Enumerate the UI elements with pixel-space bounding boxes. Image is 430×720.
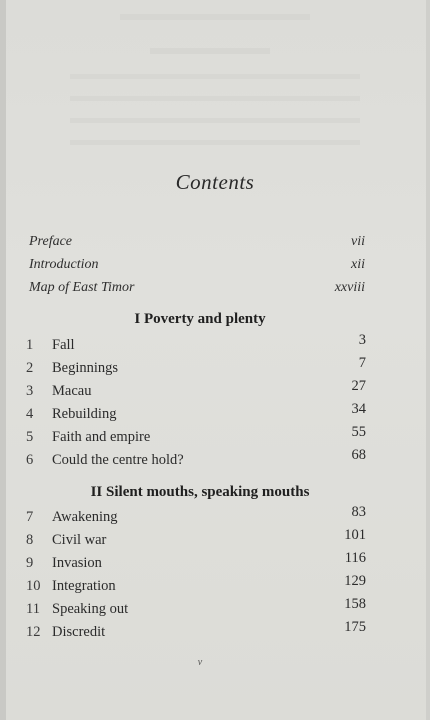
chapter-page: 83	[351, 504, 366, 520]
part-heading: II Silent mouths, speaking mouths	[90, 484, 310, 500]
chapter-page: 55	[351, 424, 366, 440]
chapter-title: Integration	[52, 578, 116, 594]
chapter-entry[interactable]	[26, 619, 366, 646]
chapter-number: 3	[26, 383, 34, 399]
chapter-entry[interactable]	[26, 355, 366, 382]
chapter-number: 12	[26, 624, 41, 640]
chapter-title: Could the centre hold?	[52, 452, 184, 468]
page-edge-left	[0, 0, 6, 720]
show-through-line	[70, 74, 360, 79]
show-through-line	[150, 48, 270, 54]
chapter-number: 8	[26, 532, 34, 548]
chapter-number: 11	[26, 601, 40, 617]
toc-entry-introduction[interactable]	[29, 257, 365, 279]
show-through-line	[120, 14, 310, 20]
chapter-title: Beginnings	[52, 360, 119, 376]
chapter-entry[interactable]	[26, 504, 366, 531]
chapter-page: 101	[344, 527, 366, 543]
chapter-title: Discredit	[52, 624, 106, 640]
chapter-entry[interactable]	[26, 550, 366, 577]
page-edge-right	[426, 0, 430, 720]
entry-title: Introduction	[29, 257, 99, 272]
part-heading: I Poverty and plenty	[134, 311, 266, 327]
page-number: v	[197, 657, 203, 668]
chapter-title: Speaking out	[52, 601, 129, 617]
chapter-entry[interactable]	[26, 378, 366, 405]
chapter-title: Rebuilding	[52, 406, 117, 422]
chapter-page: 129	[344, 573, 366, 589]
chapter-entry[interactable]	[26, 401, 366, 428]
chapter-title: Faith and empire	[52, 429, 151, 445]
entry-title: Map of East Timor	[29, 280, 135, 295]
chapter-entry[interactable]	[26, 596, 366, 623]
chapter-page: 158	[344, 596, 366, 612]
entry-page: vii	[351, 234, 365, 249]
chapter-number: 6	[26, 452, 34, 468]
chapter-entry[interactable]	[26, 447, 366, 474]
page-title: Contents	[175, 170, 255, 194]
chapter-page: 34	[351, 401, 366, 417]
chapter-number: 1	[26, 337, 34, 353]
chapter-title: Fall	[52, 337, 75, 353]
entry-title: Preface	[29, 234, 73, 249]
chapter-number: 9	[26, 555, 34, 571]
chapter-page: 3	[358, 332, 366, 348]
chapter-page: 27	[351, 378, 366, 394]
chapter-title: Macau	[52, 383, 92, 399]
chapter-entry[interactable]	[26, 424, 366, 451]
chapter-title: Awakening	[52, 509, 118, 525]
chapter-title: Civil war	[52, 532, 107, 548]
chapter-page: 68	[351, 447, 366, 463]
show-through-line	[70, 140, 360, 145]
toc-entry-preface[interactable]	[29, 234, 365, 256]
entry-page: xxviii	[334, 280, 365, 295]
show-through-line	[70, 96, 360, 101]
chapter-title: Invasion	[52, 555, 102, 571]
chapter-page: 7	[358, 355, 366, 371]
chapter-entry[interactable]	[26, 527, 366, 554]
chapter-number: 5	[26, 429, 34, 445]
entry-page: xii	[351, 257, 365, 272]
chapter-number: 2	[26, 360, 34, 376]
chapter-entry[interactable]	[26, 332, 366, 359]
toc-entry-map[interactable]	[29, 280, 365, 302]
show-through-line	[70, 118, 360, 123]
chapter-entry[interactable]	[26, 573, 366, 600]
chapter-number: 7	[26, 509, 34, 525]
chapter-page: 116	[344, 550, 366, 566]
chapter-number: 10	[26, 578, 41, 594]
chapter-number: 4	[26, 406, 34, 422]
chapter-page: 175	[344, 619, 366, 635]
